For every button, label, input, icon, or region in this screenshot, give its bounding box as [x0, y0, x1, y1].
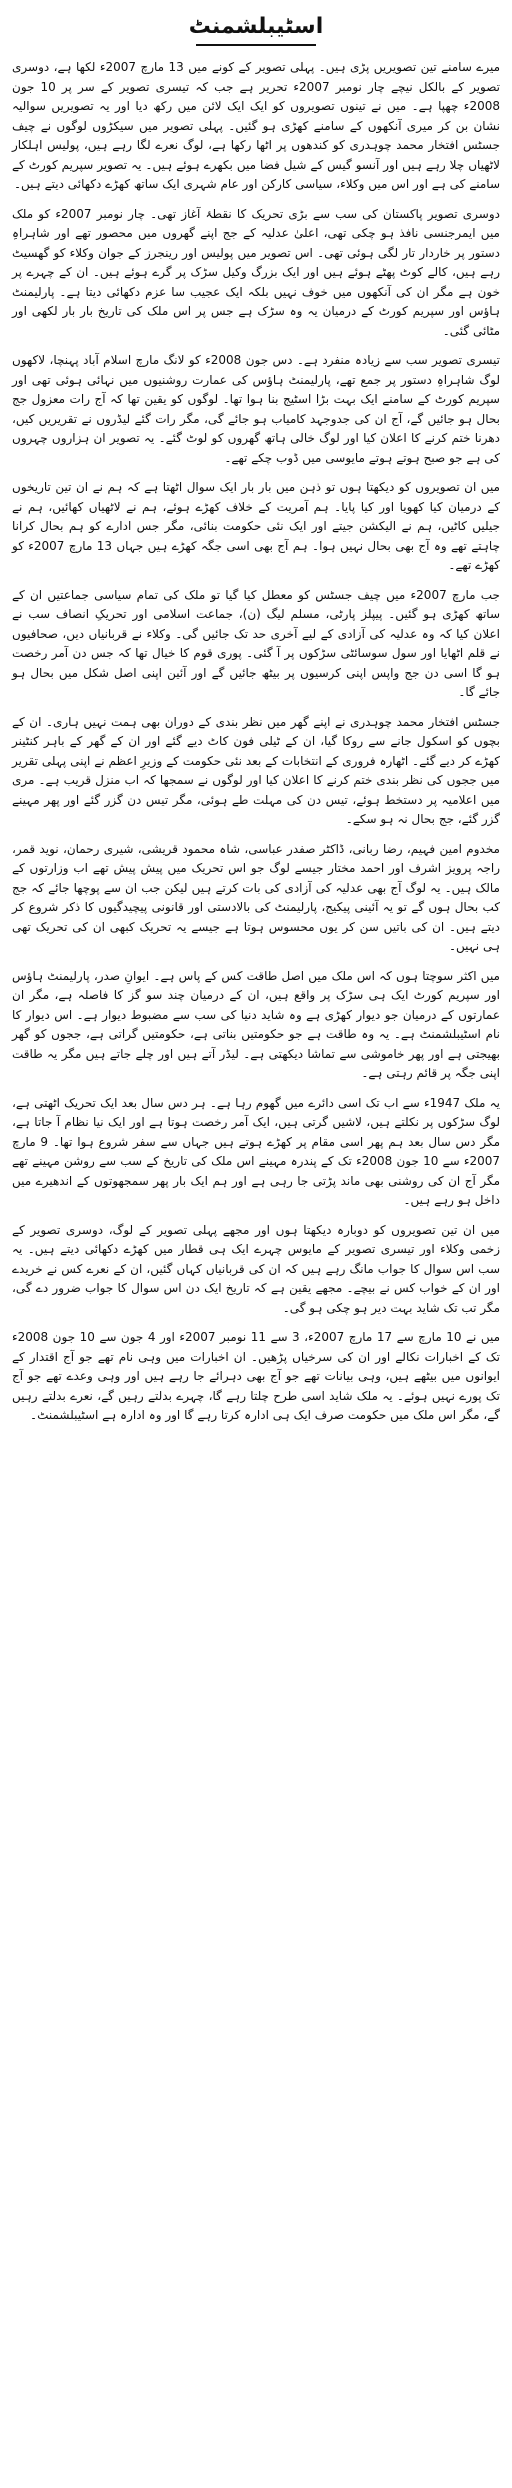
paragraph-3: تیسری تصویر سب سے زیادہ منفرد ہے۔ دس جون 2008ء کو لانگ مارچ اسلام آباد پہنچا، لاکھوں لوگ شاہراہِ دستور پر جمع تھے، پارلیمنٹ ہاؤس کی عمارت روشنیوں میں نہائی ہوئی تھی اور سپریم کورٹ کے سامنے ایک بہت بڑا اسٹیج بنا ہوا تھا۔ لوگوں کو یقین تھا کہ آج رات معزول جج بحال ہو جائیں گے، آج ان کی جدوجہد کامیاب ہو جائے گی، مگر رات گئے لیڈروں نے تقریریں کیں، دھرنا ختم کرنے کا اعلان کیا اور لوگ خالی ہاتھ گھروں کو لوٹ گئے۔ یہ تصویر ان ہزاروں چہروں کی ہے جو صبح ہوتے ہوتے مایوسی میں ڈوب چکے تھے۔ [12, 353, 501, 465]
paragraph-1: میرے سامنے تین تصویریں پڑی ہیں۔ پہلی تصویر کے کونے میں 13 مارچ 2007ء لکھا ہے، دوسری تصویر کے بالکل نیچے چار نومبر 2007ء تحریر ہے جب کہ تیسری تصویر کے سر پر 10 جون 2008ء چھپا ہے۔ میں نے تینوں تصویروں کو ایک ایک لائن میں رکھ دیا اور یہ تصویریں سوالیہ نشان بن کر میری آنکھوں کے سامنے کھڑی ہو گئیں۔ پہلی تصویر میں سیکڑوں لوگوں نے چیف جسٹس افتخار محمد چوہدری کو کندھوں پر اٹھا رکھا ہے، لوگ نعرے لگا رہے ہیں، پولیس اہلکار لاٹھیاں چلا رہے ہیں اور آنسو گیس کے شیل فضا میں بکھرے ہوئے ہیں۔ یہ تصویر سپریم کورٹ کے سامنے کی ہے اور اس میں وکلاء، سیاسی کارکن اور عام شہری ایک ساتھ کھڑے دکھائی دیتے ہیں۔ [12, 60, 501, 191]
paragraph-4: میں ان تصویروں کو دیکھتا ہوں تو ذہن میں بار بار ایک سوال اٹھتا ہے کہ ہم نے ان تین تاریخوں کے درمیان کیا کھویا اور کیا پایا۔ ہم آمریت کے خلاف کھڑے ہوئے، ہم نے لاٹھیاں کھائیں، ہم نے جیلیں کاٹیں، ہم نے الیکشن جیتے اور ایک نئی حکومت بنائی، مگر جس ادارے کو ہم بحال کرانا چاہتے تھے وہ آج بھی بحال نہیں ہوا۔ ہم آج بھی اسی جگہ کھڑے ہیں جہاں 13 مارچ 2007ء کو کھڑے تھے۔ [12, 480, 500, 572]
paragraph-7: مخدوم امین فہیم، رضا ربانی، ڈاکٹر صفدر عباسی، شاہ محمود قریشی، شیری رحمان، نوید قمر، راجہ پرویز اشرف اور احمد مختار جیسے لوگ جو اس تحریک میں پیش پیش تھے اب وزارتوں کے مالک ہیں۔ یہ لوگ آج بھی عدلیہ کی آزادی کی بات کرتے ہیں لیکن جب ان سے پوچھا جائے کہ جج کب بحال ہوں گے تو یہ آئینی پیکیج، پارلیمنٹ کی بالادستی اور قانونی پیچیدگیوں کا ذکر شروع کر دیتے ہیں۔ ان کی باتیں سن کر یوں محسوس ہوتا ہے جیسے یہ تحریک کبھی ان کی تحریک تھی ہی نہیں۔ [12, 841, 500, 953]
title-underline [196, 44, 316, 46]
paragraph-10: میں ان تین تصویروں کو دوبارہ دیکھتا ہوں اور مجھے پہلی تصویر کے لوگ، دوسری تصویر کے زخمی وکلاء اور تیسری تصویر کے مایوس چہرے ایک ہی قطار میں کھڑے دکھائی دیتے ہیں۔ یہ سب اس سوال کا جواب مانگ رہے ہیں کہ ان کی قربانیاں کہاں گئیں، ان کے نعرے کس نے خریدے اور ان کے خواب کس نے بیچے۔ مجھے یقین ہے کہ تاریخ ایک دن اس سوال کا جواب ضرور دے گی، مگر تب تک شاید بہت دیر ہو چکی ہو گی۔ [12, 1222, 500, 1315]
paragraph-2: دوسری تصویر پاکستان کی سب سے بڑی تحریک کا نقطۂ آغاز تھی۔ چار نومبر 2007ء کو ملک میں ایمرجنسی نافذ ہو چکی تھی، اعلیٰ عدلیہ کے جج اپنے گھروں میں محصور تھے اور شاہراہِ دستور پر خاردار تار لگی ہوئی تھی۔ اس تصویر میں پولیس اور رینجرز کے جوان وکلاء کو گھسیٹ رہے ہیں، کالے کوٹ پھٹے ہوئے ہیں اور ایک بزرگ وکیل سڑک پر گرے ہوئے ہیں۔ ان کے چہرے پر خون ہے مگر ان کی آنکھوں میں خوف نہیں بلکہ ایک عجیب سا عزم دکھائی دیتا ہے۔ پارلیمنٹ ہاؤس اور سپریم کورٹ کے درمیان یہ وہ سڑک ہے جس پر اس ملک کی تاریخ بار بار لکھی اور مٹائی گئی۔ [12, 206, 500, 338]
article-title: اسٹیبلشمنٹ [188, 14, 324, 39]
paragraph-6: جسٹس افتخار محمد چوہدری نے اپنے گھر میں نظر بندی کے دوران بھی ہمت نہیں ہاری۔ ان کے بچوں کو اسکول جانے سے روکا گیا، ان کے ٹیلی فون کاٹ دیے گئے اور ان کے گھر کے باہر کنٹینر کھڑے کر دیے گئے۔ اٹھارہ فروری کے انتخابات کے بعد نئی حکومت کے وزیرِ اعظم نے اپنی پہلی تقریر میں ججوں کی نظر بندی ختم کرنے کا اعلان کیا اور لوگوں نے سمجھا کہ اب منزل قریب ہے۔ مری میں اعلامیہ پر دستخط ہوئے، تیس دن کی مہلت طے ہوئی، مگر تیس دن گزر گئے اور پھر مہینے گزر گئے، جج بحال نہ ہو سکے۔ [12, 714, 500, 826]
paragraph-5: جب مارچ 2007ء میں چیف جسٹس کو معطل کیا گیا تو ملک کی تمام سیاسی جماعتیں ان کے ساتھ کھڑی ہو گئیں۔ پیپلز پارٹی، مسلم لیگ (ن)، جماعت اسلامی اور تحریکِ انصاف سب نے اعلان کیا کہ وہ عدلیہ کی آزادی کے لیے آخری حد تک جائیں گی۔ وکلاء نے قربانیاں دیں، صحافیوں نے قلم اٹھایا اور سول سوسائٹی سڑکوں پر آ گئی۔ پوری قوم کا خیال تھا کہ جس دن آمر رخصت ہو گا اسی دن جج واپس اپنی کرسیوں پر بیٹھ جائیں گے اور آئین اپنی اصل شکل میں بحال ہو جائے گا۔ [12, 587, 500, 699]
paragraph-9: یہ ملک 1947ء سے اب تک اسی دائرے میں گھوم رہا ہے۔ ہر دس سال بعد ایک تحریک اٹھتی ہے، لوگ سڑکوں پر نکلتے ہیں، لاشیں گرتی ہیں، ایک آمر رخصت ہوتا ہے اور ایک نیا نظام آ جاتا ہے، مگر دس سال بعد ہم پھر اسی مقام پر کھڑے ہوتے ہیں جہاں سے سفر شروع ہوا تھا۔ 9 مارچ 2007ء سے 10 جون 2008ء تک کے پندرہ مہینے اس ملک کی تاریخ کے سب سے روشن مہینے تھے مگر آج ان کی روشنی بھی ماند پڑتی جا رہی ہے اور ہم ایک بار پھر سمجھوتوں کے اندھیرے میں داخل ہو رہے ہیں۔ [12, 1095, 501, 1207]
article-body [12, 58, 500, 1426]
paragraph-11: میں نے 10 مارچ سے 17 مارچ 2007ء، 3 سے 11 نومبر 2007ء اور 4 جون سے 10 جون 2008ء تک کے اخبارات نکالے اور ان کی سرخیاں پڑھیں۔ ان اخبارات میں وہی نام تھے جو آج اقتدار کے ایوانوں میں بیٹھے ہیں، وہی بیانات تھے جو آج بھی دہرائے جا رہے ہیں اور وہی وعدے تھے جو آج تک پورے نہیں ہوئے۔ یہ ملک شاید اسی طرح چلتا رہے گا، چہرے بدلتے رہیں گے، نعرے بدلتے رہیں گے، مگر اس ملک میں حکومت صرف ایک ہی ادارہ کرتا رہے گا اور وہ ادارہ ہے اسٹیبلشمنٹ۔ [12, 1330, 501, 1422]
paragraph-8: میں اکثر سوچتا ہوں کہ اس ملک میں اصل طاقت کس کے پاس ہے۔ ایوانِ صدر، پارلیمنٹ ہاؤس اور سپریم کورٹ ایک ہی سڑک پر واقع ہیں، ان کے درمیان چند سو گز کا فاصلہ ہے، مگر ان عمارتوں کے درمیان جو دیوار کھڑی ہے وہ شاید دنیا کی سب سے مضبوط دیوار ہے۔ اس دیوار کا نام اسٹیبلشمنٹ ہے۔ یہ وہ طاقت ہے جو حکومتیں بناتی ہے، حکومتیں گراتی ہے، ججوں کو گھر بھیجتی ہے اور پھر خاموشی سے تماشا دیکھتی ہے۔ لیڈر آتے ہیں اور چلے جاتے ہیں مگر یہ طاقت اپنی جگہ پر قائم رہتی ہے۔ [12, 968, 500, 1080]
